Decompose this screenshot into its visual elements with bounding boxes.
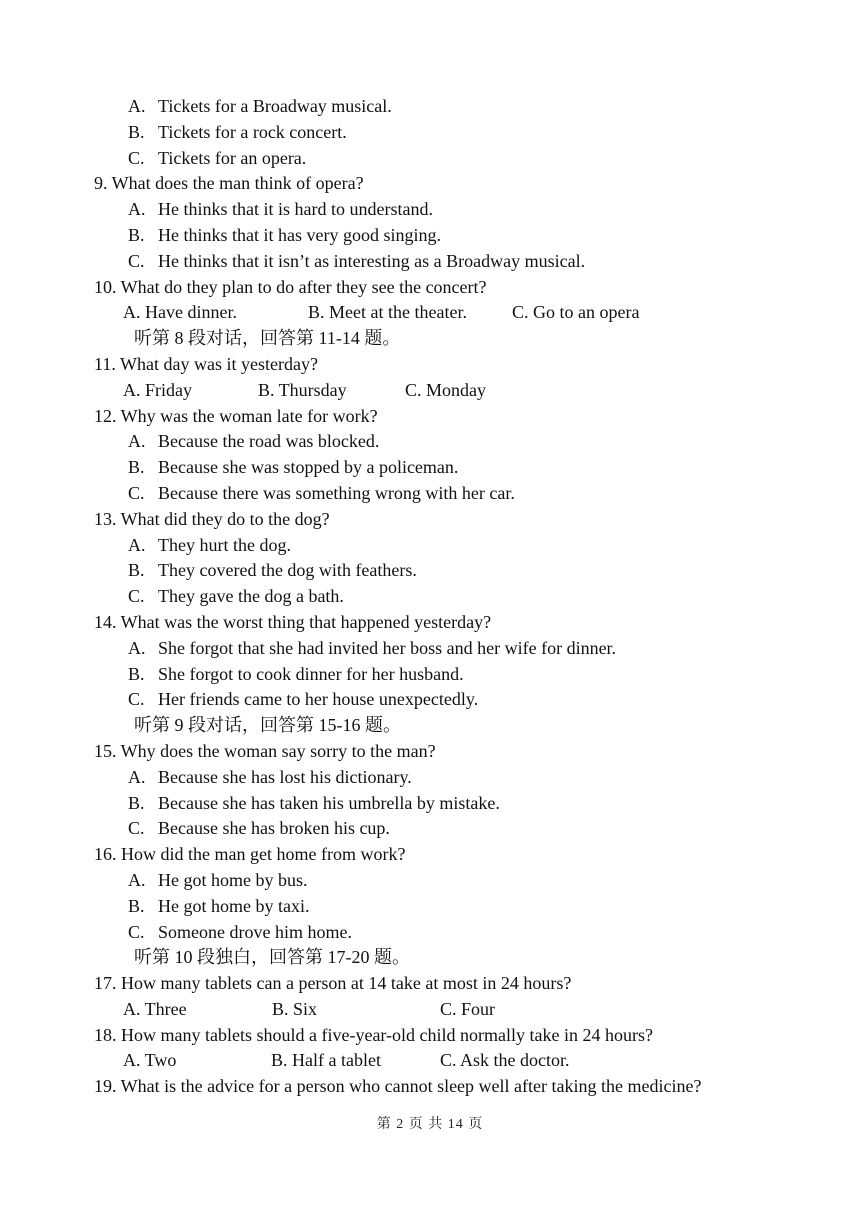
answer-option <box>0 223 860 249</box>
answer-option <box>0 662 860 688</box>
option-letter: A. <box>128 766 146 787</box>
option-text: They gave the dog a bath. <box>158 586 344 607</box>
option-text: Because she was stopped by a policeman. <box>158 457 459 478</box>
section-instruction: 听第 9 段对话，回答第 15-16 题。 <box>134 715 401 736</box>
answer-option: B. Six <box>272 998 318 1019</box>
question-text: 14. What was the worst thing that happened yesterday? <box>94 611 492 632</box>
question-text: 9. What does the man think of opera? <box>94 173 364 194</box>
answer-option <box>0 636 860 662</box>
option-text: Her friends came to her house unexpectedly. <box>158 689 479 710</box>
answer-option: A. Three <box>123 998 187 1019</box>
answer-option <box>0 533 860 559</box>
answer-option <box>0 120 860 146</box>
answer-option <box>0 94 860 120</box>
section-instruction: 听第 8 段对话，回答第 11-14 题。 <box>134 328 401 349</box>
option-letter: A. <box>128 431 146 452</box>
option-letter: B. <box>128 895 145 916</box>
option-text: She forgot to cook dinner for her husband. <box>158 663 464 684</box>
question-text: 16. How did the man get home from work? <box>94 844 406 865</box>
answer-option <box>0 920 860 946</box>
answer-option <box>0 429 860 455</box>
option-text: They covered the dog with feathers. <box>158 560 417 581</box>
answer-option <box>0 455 860 481</box>
option-text: He got home by taxi. <box>158 895 310 916</box>
answer-option: B. Meet at the theater. <box>308 302 467 323</box>
option-text: He thinks that it has very good singing. <box>158 224 441 245</box>
answer-option <box>0 481 860 507</box>
answer-option: B. Thursday <box>258 379 347 400</box>
answer-option <box>0 146 860 172</box>
answer-option: C. Monday <box>405 379 486 400</box>
question-text: 13. What did they do to the dog? <box>94 508 330 529</box>
question-text: 19. What is the advice for a person who cannot sleep well after taking the medicine? <box>94 1076 702 1097</box>
answer-option <box>0 249 860 275</box>
section-instruction: 听第 10 段独白，回答第 17-20 题。 <box>134 947 410 968</box>
answer-option <box>0 687 860 713</box>
answer-option <box>0 584 860 610</box>
option-text: He thinks that it is hard to understand. <box>158 199 433 220</box>
option-text: He got home by bus. <box>158 869 308 890</box>
answer-option: A. Two <box>123 1050 177 1071</box>
answer-option <box>0 894 860 920</box>
answer-option <box>0 558 860 584</box>
answer-option <box>0 868 860 894</box>
option-text: Because she has lost his dictionary. <box>158 766 412 787</box>
inline-answer-options <box>0 997 860 1023</box>
option-letter: B. <box>128 121 145 142</box>
option-text: Because there was something wrong with her car. <box>158 482 515 503</box>
option-text: They hurt the dog. <box>158 534 291 555</box>
inline-answer-options <box>0 378 860 404</box>
answer-option <box>0 816 860 842</box>
option-text: Tickets for a Broadway musical. <box>158 96 392 116</box>
option-text: Tickets for a rock concert. <box>158 121 347 142</box>
question-text: 15. Why does the woman say sorry to the man? <box>94 740 436 761</box>
option-letter: A. <box>128 96 146 116</box>
option-text: Someone drove him home. <box>158 921 352 942</box>
answer-option <box>0 791 860 817</box>
question-text: 17. How many tablets can a person at 14 take at most in 24 hours? <box>94 973 572 994</box>
option-letter: A. <box>128 534 146 555</box>
option-text: Because she has broken his cup. <box>158 818 390 839</box>
option-text: Because the road was blocked. <box>158 431 380 452</box>
option-letter: B. <box>128 792 145 813</box>
inline-answer-options <box>0 300 860 326</box>
answer-option <box>0 197 860 223</box>
option-letter: B. <box>128 224 145 245</box>
inline-answer-options <box>0 1048 860 1074</box>
page-footer: 第 2 页 共 14 页 <box>376 1117 484 1132</box>
option-text: Tickets for an opera. <box>158 147 307 168</box>
option-text: Because she has taken his umbrella by mistake. <box>158 792 500 813</box>
option-letter: C. <box>128 921 145 942</box>
option-letter: C. <box>128 818 145 839</box>
option-letter: A. <box>128 637 146 658</box>
answer-option: A. Friday <box>123 379 192 400</box>
answer-option: C. Go to an opera <box>512 302 640 323</box>
question-text: 10. What do they plan to do after they see the concert? <box>94 276 487 297</box>
answer-option: C. Ask the doctor. <box>440 1050 570 1071</box>
answer-option: C. Four <box>440 998 496 1019</box>
option-letter: C. <box>128 250 145 271</box>
answer-option: B. Half a tablet <box>271 1050 381 1071</box>
answer-option: A. Have dinner. <box>123 302 237 323</box>
answer-option <box>0 765 860 791</box>
option-letter: C. <box>128 586 145 607</box>
option-letter: A. <box>128 869 146 890</box>
option-text: He thinks that it isn’t as interesting as a Broadway musical. <box>158 250 586 271</box>
question-text: 18. How many tablets should a five-year-old child normally take in 24 hours? <box>94 1024 654 1045</box>
option-text: She forgot that she had invited her boss and her wife for dinner. <box>158 637 617 658</box>
option-letter: C. <box>128 147 145 168</box>
option-letter: A. <box>128 199 146 220</box>
option-letter: C. <box>128 689 145 710</box>
question-list <box>0 94 860 1100</box>
option-letter: B. <box>128 663 145 684</box>
option-letter: C. <box>128 482 145 503</box>
question-text: 12. Why was the woman late for work? <box>94 405 378 426</box>
option-letter: B. <box>128 560 145 581</box>
option-letter: B. <box>128 457 145 478</box>
question-text: 11. What day was it yesterday? <box>94 353 318 374</box>
